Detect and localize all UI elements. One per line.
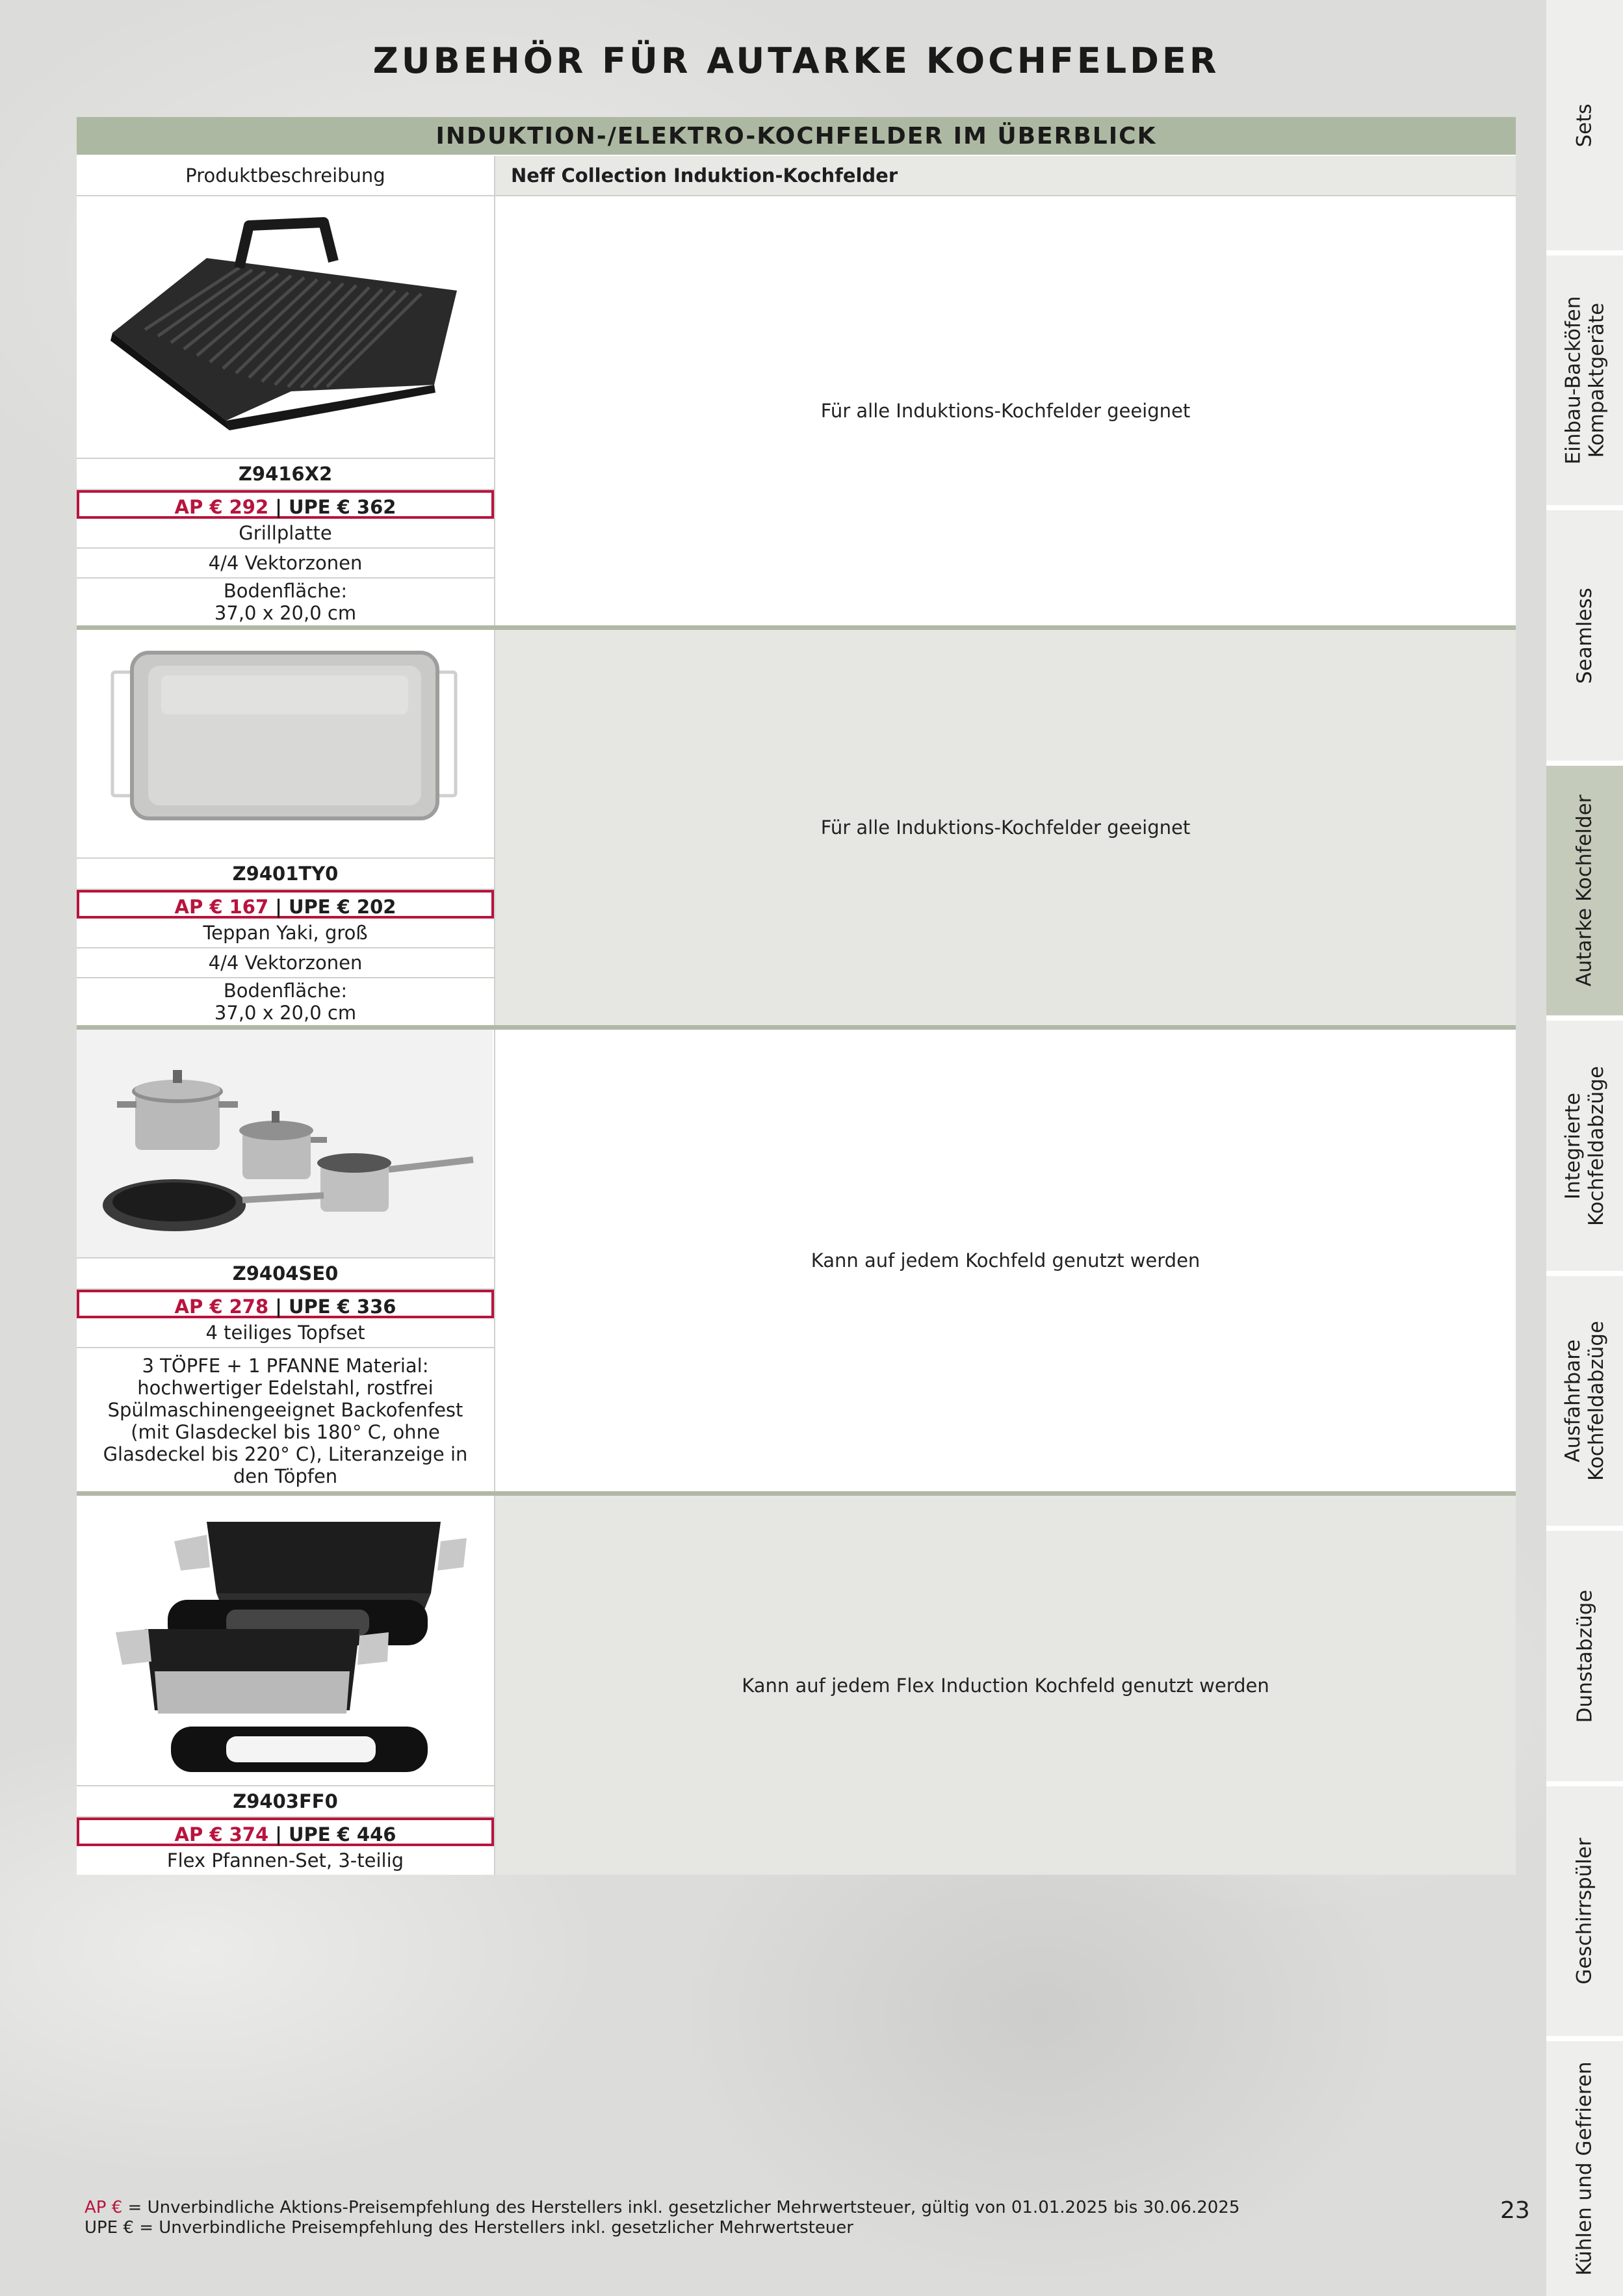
grill-plate-icon [77, 196, 494, 459]
price-separator: | [268, 896, 289, 918]
tab-label: Sets [1573, 103, 1596, 148]
footnote [84, 2198, 1240, 2238]
tab-dunstabzuege[interactable] [1546, 1531, 1623, 1786]
product-details: 3 TÖPFE + 1 PFANNE Material: hochwertiger Edelstahl, rostfrei Spülmaschinengeeignet Backofenfest (mit Glasdeckel bis 180° C, ohne Glasdeckel bis 220° C), Literanzeige in den Töpfen [77, 1348, 494, 1491]
price-line [77, 490, 494, 519]
product-description-cell [77, 630, 495, 1025]
product-code: Z9401TY0 [77, 859, 494, 890]
teppan-yaki-icon [77, 630, 494, 859]
product-zones: 4/4 Vektorzonen [77, 549, 494, 579]
product-name: 4 teiliges Topfset [77, 1318, 494, 1348]
table-row [77, 625, 1516, 1025]
product-description-cell [77, 1030, 495, 1491]
column-header-series: Neff Collection Induktion-Kochfelder [495, 156, 1516, 195]
product-description-cell [77, 1496, 495, 1875]
tab-label: Seamless [1573, 587, 1596, 684]
tab-label: Dunstabzüge [1573, 1589, 1597, 1723]
upe-price: UPE € 446 [288, 1823, 396, 1846]
product-name: Teppan Yaki, groß [77, 919, 494, 948]
side-navigation [1546, 0, 1623, 2296]
suitability-cell: Für alle Induktions-Kochfelder geeignet [495, 196, 1516, 625]
page-title: ZUBEHÖR FÜR AUTARKE KOCHFELDER [372, 40, 1220, 81]
tab-kuehlen-gefrieren[interactable] [1546, 2041, 1623, 2296]
table-header: INDUKTION-/ELEKTRO-KOCHFELDER IM ÜBERBLICK [77, 117, 1516, 156]
tab-einbau-backoefen[interactable] [1546, 255, 1623, 510]
page-number: 23 [1500, 2197, 1530, 2224]
product-name: Grillplatte [77, 519, 494, 549]
pot-set-icon [77, 1030, 494, 1259]
price-separator: | [268, 496, 289, 518]
tab-label: Kühlen und Gefrieren [1573, 2061, 1597, 2276]
tab-integrierte-kochfeldabzuege[interactable] [1546, 1021, 1623, 1276]
tab-ausfahrbare-kochfeldabzuege[interactable] [1546, 1276, 1623, 1531]
tab-sets[interactable] [1546, 0, 1623, 255]
tab-label: Integrierte Kochfeldabzüge [1561, 1065, 1608, 1226]
price-separator: | [268, 1296, 289, 1318]
tab-label: Autarke Kochfelder [1573, 794, 1596, 987]
tab-autarke-kochfelder[interactable] [1546, 766, 1623, 1021]
product-name: Flex Pfannen-Set, 3-teilig [77, 1846, 494, 1875]
column-header-description: Produktbeschreibung [77, 156, 495, 195]
product-dimensions: Bodenfläche: 37,0 x 20,0 cm [77, 579, 494, 625]
footnote-ap [84, 2198, 1240, 2218]
product-code: Z9404SE0 [77, 1259, 494, 1290]
footnote-ap-prefix: AP € [84, 2198, 123, 2217]
footnote-ap-text: = Unverbindliche Aktions-Preisempfehlung des Herstellers inkl. gesetzlicher Mehrwertsteuer, gültig von 01.01.2025 bis 30.06.2025 [122, 2198, 1240, 2217]
product-zones: 4/4 Vektorzonen [77, 948, 494, 978]
suitability-cell: Kann auf jedem Kochfeld genutzt werden [495, 1030, 1516, 1491]
price-line [77, 890, 494, 919]
upe-price: UPE € 336 [288, 1296, 396, 1318]
suitability-cell: Für alle Induktions-Kochfelder geeignet [495, 630, 1516, 1025]
price-separator: | [268, 1823, 289, 1846]
product-code: Z9416X2 [77, 459, 494, 490]
price-line [77, 1290, 494, 1318]
upe-price: UPE € 202 [288, 896, 396, 918]
tab-geschirrspueler[interactable] [1546, 1786, 1623, 2041]
tab-label: Einbau-Backöfen Kompaktgeräte [1561, 296, 1609, 465]
table-row [77, 195, 1516, 625]
table-row [77, 1491, 1516, 1875]
upe-price: UPE € 362 [288, 496, 396, 518]
tab-seamless[interactable] [1546, 510, 1623, 766]
flex-pan-set-icon [77, 1496, 494, 1786]
product-description-cell [77, 196, 495, 625]
footnote-upe: UPE € = Unverbindliche Preisempfehlung des Herstellers inkl. gesetzlicher Mehrwertsteuer [84, 2218, 853, 2237]
product-dimensions: Bodenfläche: 37,0 x 20,0 cm [77, 978, 494, 1025]
table-row [77, 1025, 1516, 1491]
column-header-row [77, 156, 1516, 195]
overview-table [77, 117, 1516, 1875]
ap-price: AP € 292 [174, 496, 269, 518]
product-code: Z9403FF0 [77, 1786, 494, 1818]
tab-label: Geschirrspüler [1573, 1838, 1596, 1985]
price-line [77, 1818, 494, 1846]
suitability-cell: Kann auf jedem Flex Induction Kochfeld genutzt werden [495, 1496, 1516, 1875]
ap-price: AP € 278 [174, 1296, 269, 1318]
ap-price: AP € 374 [174, 1823, 269, 1846]
tab-label: Ausfahrbare Kochfeldabzüge [1561, 1320, 1608, 1481]
ap-price: AP € 167 [174, 896, 269, 918]
